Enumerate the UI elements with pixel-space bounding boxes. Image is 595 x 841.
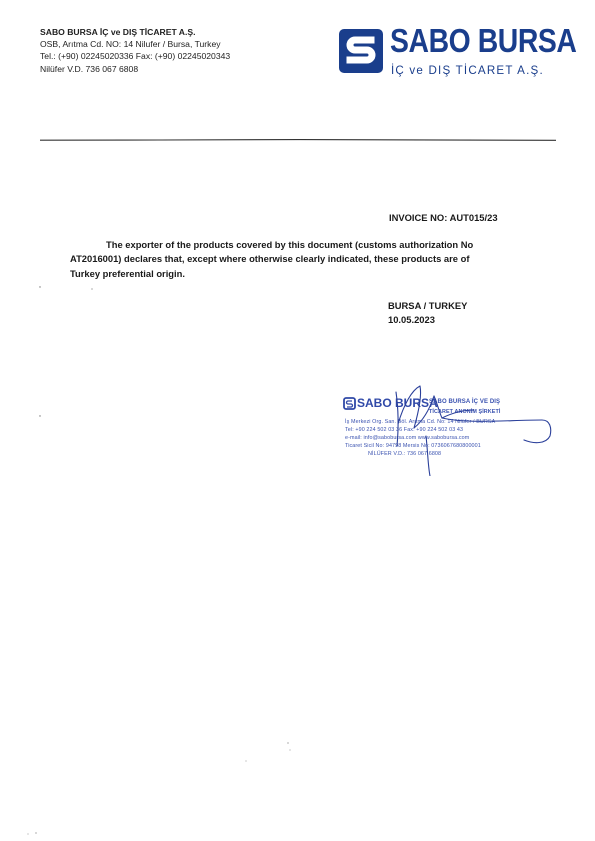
stamp-text: Tel: +90 224 502 03 36 Fax: +90 224 502 03 43 bbox=[345, 427, 464, 433]
declaration-line: AT2016001) declares that, except where otherwise clearly indicated, these products are of bbox=[70, 253, 470, 265]
declaration-line: The exporter of the products covered by this document (customs authorization No bbox=[106, 239, 474, 250]
stamp-text: Ticaret Sicil No: 94798 Mersis No: 0736067680800001 bbox=[345, 443, 481, 449]
stamp-text: SABO BURSA İÇ VE DIŞ bbox=[429, 399, 501, 405]
company-address: OSB, Arıtma Cd. NO: 14 Nilufer / Bursa, Turkey bbox=[40, 39, 221, 50]
invoice-number: INVOICE NO: AUT015/23 bbox=[389, 212, 498, 223]
stamp-brand: SABO BURSA bbox=[357, 396, 438, 410]
stamp-text: TİCARET ANONİM ŞİRKETİ bbox=[429, 409, 501, 415]
declaration-line: Turkey preferential origin. bbox=[70, 267, 185, 279]
place: BURSA / TURKEY bbox=[388, 300, 468, 311]
stamp-text: NİLÜFER V.D.: 736 067 6808 bbox=[368, 451, 442, 457]
date: 10.05.2023 bbox=[388, 314, 435, 326]
logo-subtitle: İÇ ve DIŞ TİCARET A.Ş. bbox=[391, 64, 544, 77]
logo-wordmark: SABO BURSA bbox=[390, 22, 577, 59]
company-tax-number: Nilüfer V.D. 736 067 6808 bbox=[40, 63, 139, 74]
company-contact: Tel.: (+90) 02245020336 Fax: (+90) 02245020343 bbox=[40, 51, 231, 62]
stamp-text: e-mail: info@sabobursa.com www.sabobursa.com bbox=[345, 435, 470, 441]
stamp-text: İş Merkezi Org. San. Böl. Arıtma Cd. No: 14 Nilüfer / BURSA bbox=[345, 419, 496, 425]
company-name: SABO BURSA İÇ ve DIŞ TİCARET A.Ş. bbox=[40, 27, 196, 37]
